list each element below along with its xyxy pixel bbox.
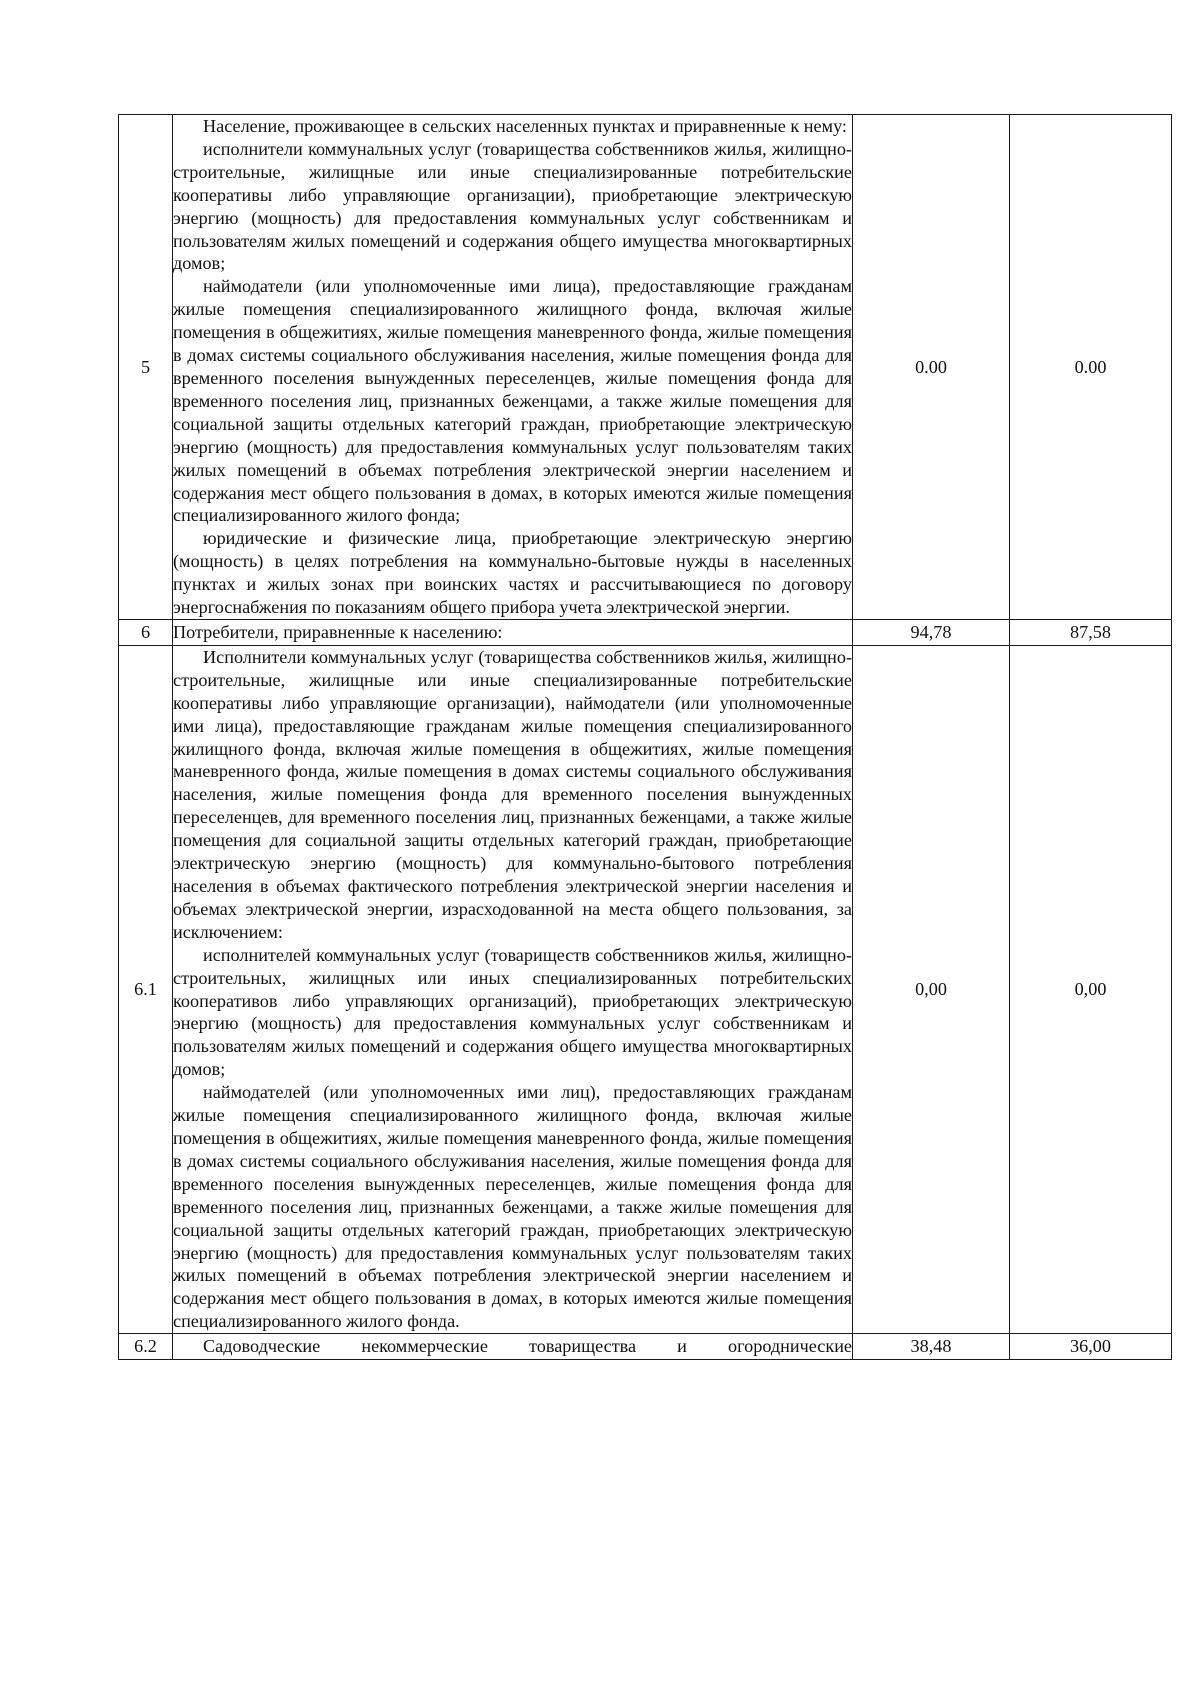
- paragraph: Исполнители коммунальных услуг (товарищества собственников жилья, жилищно-строительные, жилищные или иные специализированные потребительские кооперативы либо управляющие организации), наймодатели (или уполномоченные ими лица), предоставляющие гражданам жилые помещения специализированного жилищного фонда, включая жилые помещения в общежитиях, жилые помещения маневренного фонда, жилые помещения в домах системы социального обслуживания населения, жилые помещения фонда для временного поселения вынужденных переселенцев, для временного поселения лиц, признанных беженцами, а также жилые помещения для социальной защиты отдельных категорий граждан, приобретающие электрическую энергию (мощность) для коммунально-бытового потребления населения в объемах фактического потребления электрической энергии населения и объемах электрической энергии, израсходованной на места общего пользования, за исключением:: [173, 646, 852, 942]
- value-cell-2: 0.00: [1010, 115, 1172, 620]
- row-number: 5: [119, 115, 173, 620]
- row-number: 6.1: [119, 645, 173, 1333]
- table-row: [119, 619, 1172, 645]
- paragraph: Потребители, приравненные к населению:: [173, 621, 503, 642]
- row-description: [173, 1334, 853, 1360]
- value-cell-2: 87,58: [1010, 619, 1172, 645]
- row-description: [173, 115, 853, 620]
- value-cell-1: 0,00: [853, 645, 1010, 1333]
- table-row: [119, 115, 1172, 620]
- table-row: [119, 645, 1172, 1333]
- paragraph: Население, проживающее в сельских населенных пунктах и приравненные к нему:: [203, 116, 847, 136]
- paragraph: юридические и физические лица, приобретающие электрическую энергию (мощность) в целях потребления на коммунально-бытовые нужды в населенных пунктах и жилых зонах при воинских частях и рассчитывающиеся по договору энергоснабжения по показаниям общего прибора учета электрической энергии.: [173, 528, 852, 618]
- value-cell-1: 38,48: [853, 1334, 1010, 1360]
- row-description: [173, 619, 853, 645]
- value-cell-2: 0,00: [1010, 645, 1172, 1333]
- paragraph: наймодатели (или уполномоченные ими лица), предоставляющие гражданам жилые помещения специализированного жилищного фонда, включая жилые помещения в общежитиях, жилые помещения маневренного фонда, жилые помещения в домах системы социального обслуживания населения, жилые помещения фонда для временного поселения вынужденных переселенцев, жилые помещения фонда для временного поселения лиц, признанных беженцами, а также жилые помещения для социальной защиты отдельных категорий граждан, приобретающие электрическую энергию (мощность) для предоставления коммунальных услуг пользователям таких жилых помещений в объемах потребления электрической энергии населением и содержания мест общего пользования в домах, в которых имеются жилые помещения специализированного жилого фонда;: [173, 276, 852, 526]
- value-cell-1: 94,78: [853, 619, 1010, 645]
- table-row: [119, 1334, 1172, 1360]
- paragraph: исполнителей коммунальных услуг (товариществ собственников жилья, жилищно-строительных, жилищных или иных специализированных потребительских кооперативов либо управляющих организаций), приобретающих электрическую энергию (мощность) для предоставления коммунальных услуг собственникам и пользователям жилых помещений и содержания общего имущества многоквартирных домов;: [173, 944, 852, 1080]
- value-cell-1: 0.00: [853, 115, 1010, 620]
- row-description: [173, 645, 853, 1333]
- row-number: 6.2: [119, 1334, 173, 1360]
- value-cell-2: 36,00: [1010, 1334, 1172, 1360]
- paragraph: наймодателей (или уполномоченных ими лиц), предоставляющих гражданам жилые помещения специализированного жилищного фонда, включая жилые помещения в общежитиях, жилые помещения маневренного фонда, жилые помещения в домах системы социального обслуживания населения, жилые помещения фонда для временного поселения вынужденных переселенцев, жилые помещения фонда для временного поселения лиц, признанных беженцами, а также жилые помещения для социальной защиты отдельных категорий граждан, приобретающих электрическую энергию (мощность) для предоставления коммунальных услуг пользователям таких жилых помещений в объемах потребления электрической энергии населением и содержания мест общего пользования в домах, в которых имеются жилые помещения специализированного жилого фонда.: [173, 1082, 852, 1332]
- paragraph: Садоводческие некоммерческие товарищества и огороднические: [203, 1336, 852, 1357]
- row-number: 6: [119, 619, 173, 645]
- paragraph: исполнители коммунальных услуг (товарищества собственников жилья, жилищно-строительные, жилищные или иные специализированные потребительские кооперативы либо управляющие организации), приобретающие электрическую энергию (мощность) для предоставления коммунальных услуг собственникам и пользователям жилых помещений и содержания общего имущества многоквартирных домов;: [173, 138, 852, 274]
- tariff-table: [118, 114, 1172, 1360]
